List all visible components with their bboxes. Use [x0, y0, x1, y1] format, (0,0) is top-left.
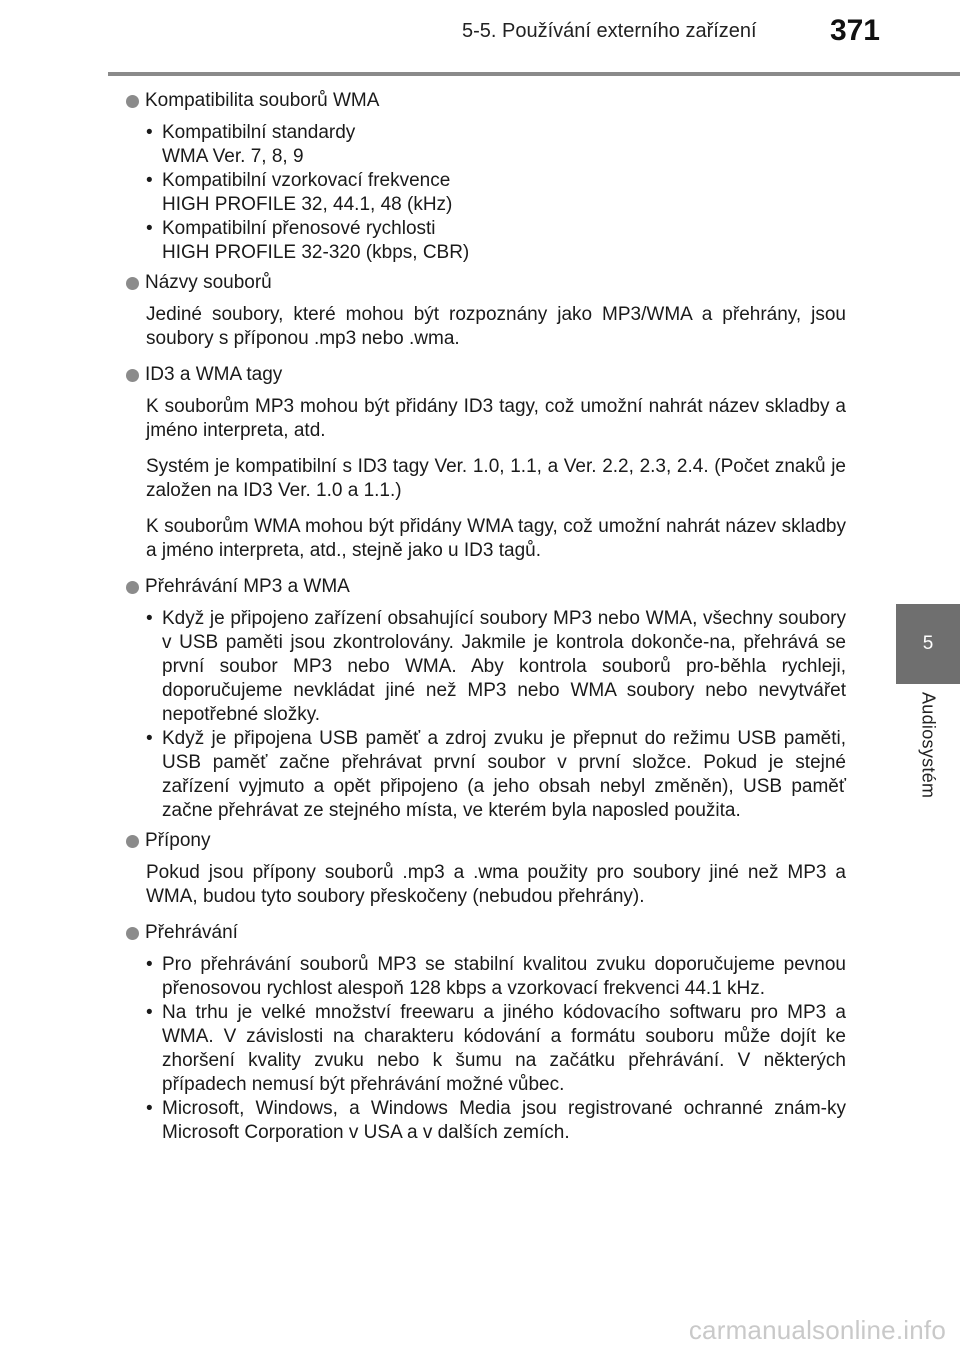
chapter-number: 5	[922, 633, 934, 654]
spec-value: WMA Ver. 7, 8, 9	[162, 146, 304, 167]
section-file-names	[126, 271, 846, 351]
bullet-dot-icon	[126, 927, 139, 940]
paragraph: K souborům MP3 mohou být přidány ID3 tagy, což umožní nahrát název skladby a jméno interpreta, atd.	[146, 396, 846, 441]
section-wma-compat	[126, 89, 846, 265]
list-item: • Když je připojena USB paměť a zdroj zvuku je přepnut do režimu USB paměti, USB paměť začne přehrávat první soubor v první složce. Pokud je stejné zařízení vyjmuto a opět připojeno (a jeho obsah nebyl změněn), USB paměť začne přehrávat ze stejného místa, ve kterém byla naposled použita.	[146, 727, 846, 823]
list-item: • Když je připojeno zařízení obsahující soubory MP3 nebo WMA, všechny soubory v USB paměti jsou zkontrolovány. Jakmile je kontrola dokonče-na, přehrává se první soubor MP3 nebo WMA. Aby kontrola souborů pro-běhla rychleji, doporučujeme nevkládat jiné než MP3 nebo WMA soubory nebo nevytvářet nepotřebné složky.	[146, 607, 846, 727]
section-heading	[126, 271, 846, 295]
section-heading	[126, 89, 846, 113]
paragraph: Pokud jsou přípony souborů .mp3 a .wma použity pro soubory jiné než MP3 a WMA, budou tyto soubory přeskočeny (nebudou přehrány).	[146, 862, 846, 907]
paragraph: K souborům WMA mohou být přidány WMA tagy, což umožní nahrát název skladby a jméno interpreta, atd., stejně jako u ID3 tagů.	[146, 516, 846, 561]
list-item: • Microsoft, Windows, a Windows Media jsou registrované ochranné znám-ky Microsoft Corporation v USA a v dalších zemích.	[146, 1097, 846, 1145]
spec-list	[146, 121, 846, 265]
chapter-title: Audiosystém	[918, 692, 939, 799]
page-number: 371	[829, 14, 880, 47]
bullet-dot-icon	[126, 95, 139, 108]
spec-label: Kompatibilní přenosové rychlosti	[162, 218, 436, 239]
bullet-dot-icon	[126, 369, 139, 382]
section-playback	[126, 921, 846, 1145]
spec-item	[146, 169, 846, 217]
heading-text: Přehrávání	[145, 922, 238, 943]
paragraph: Jediné soubory, které mohou být rozpoznány jako MP3/WMA a přehrány, jsou soubory s příponou .mp3 nebo .wma.	[146, 304, 846, 349]
chapter-label	[896, 684, 960, 844]
chapter-tab	[896, 604, 960, 684]
section-extensions	[126, 829, 846, 909]
page-header	[0, 0, 960, 80]
section-id3-tags	[126, 363, 846, 563]
spec-label: Kompatibilní standardy	[162, 122, 356, 143]
heading-text: Názvy souborů	[145, 272, 272, 293]
watermark-logo: carmanualsonline.info	[688, 1315, 946, 1345]
bullet-dot-icon	[126, 581, 139, 594]
section-title: 5-5. Používání externího zařízení	[462, 20, 757, 42]
spec-value: HIGH PROFILE 32, 44.1, 48 (kHz)	[162, 194, 453, 215]
spec-item	[146, 121, 846, 169]
heading-text: Kompatibilita souborů WMA	[145, 90, 380, 111]
heading-text: Přehrávání MP3 a WMA	[145, 576, 350, 597]
section-heading	[126, 829, 846, 853]
list-item: • Pro přehrávání souborů MP3 se stabilní kvalitou zvuku doporučujeme pevnou přenosovou rychlost alespoň 128 kbps a vzorkovací frekvenci 44.1 kHz.	[146, 953, 846, 1001]
bullet-list	[146, 953, 846, 1145]
page-content	[126, 89, 846, 1151]
heading-text: Přípony	[145, 830, 211, 851]
header-divider	[108, 72, 960, 76]
spec-item	[146, 217, 846, 265]
spec-label: Kompatibilní vzorkovací frekvence	[162, 170, 451, 191]
list-item: • Na trhu je velké množství freewaru a jiného kódovacího softwaru pro MP3 a WMA. V závislosti na charakteru kódování a formátu souboru může dojít ke zhoršení kvality zvuku nebo k šumu na začátku přehrávání. V některých případech nemusí být přehrávání možné vůbec.	[146, 1001, 846, 1097]
bullet-list	[146, 607, 846, 823]
bullet-dot-icon	[126, 277, 139, 290]
section-heading	[126, 921, 846, 945]
paragraph: Systém je kompatibilní s ID3 tagy Ver. 1.0, 1.1, a Ver. 2.2, 2.3, 2.4. (Počet znaků je založen na ID3 Ver. 1.0 a 1.1.)	[146, 456, 846, 501]
heading-text: ID3 a WMA tagy	[145, 364, 283, 385]
section-playback-mp3-wma	[126, 575, 846, 823]
spec-value: HIGH PROFILE 32-320 (kbps, CBR)	[162, 242, 470, 263]
bullet-dot-icon	[126, 835, 139, 848]
section-heading	[126, 575, 846, 599]
section-heading	[126, 363, 846, 387]
